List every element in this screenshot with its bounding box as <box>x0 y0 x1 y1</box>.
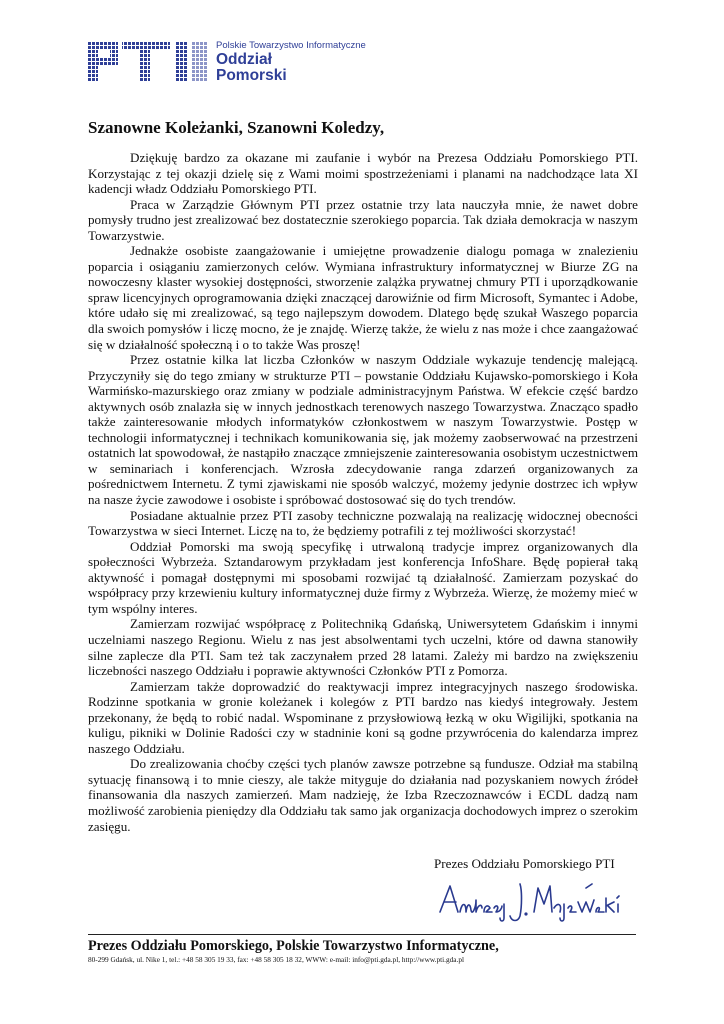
footer-divider <box>88 934 636 935</box>
letter-paragraph: Dziękuję bardzo za okazane mi zaufanie i wybór na Prezesa Oddziału Pomorskiego PTI. Korzystając z tej okazji dzielę się z Wami moimi spostrzeżeniami i planami na nadchodzące lata XI kadencji władz Oddziału Pomorskiego PTI. <box>88 150 638 197</box>
handwritten-signature <box>436 878 626 926</box>
letter-paragraph: Zamierzam także doprowadzić do reaktywacji imprez integracyjnych naszego środowiska. Rodzinne spotkania w gronie koleżanek i kolegów z PTI bardzo nas kiedyś integrowały. Jestem przekonany, że będą to robić nadal. Wspominane z przysłowiową łezką w oku Wigilijki, spotkania na kuligu, pikniki w Dolinie Radości czy w stadninie koni są godne przywrócenia do kalendarza imprez naszego Oddziału. <box>88 678 638 756</box>
branch-name-line2: Pomorski <box>216 67 287 84</box>
letter-paragraph: Praca w Zarządzie Głównym PTI przez ostatnie trzy lata nauczyła mnie, że nawet dobre pomysły trudno jest zrealizować bez dostatecznie szerokiego poparcia. Tak działa demokracja w naszym Towarzystwie. <box>88 196 638 243</box>
letter-paragraph: Przez ostatnie kilka lat liczba Członków w naszym Oddziale wykazuje tendencję malejącą. Przyczyniły się do tego zmiany w strukturze PTI – powstanie Oddziału Kujawsko-pomorskiego i Koła Warmińsko-mazurskiego oraz zmiany w podziale administracyjnym Państwa. W efekcie część bardzo aktywnych osób znalazła się w innych jednostkach terenowych naszego Towarzystwa. Znacząco spadło także zainteresowanie młodych informatyków członkostwem w naszym Towarzystwie. Postęp w technologii informatycznej i technikach komunikowania się, jak możemy zaobserwować na przestrzeni ostatnich lat spowodował, że nastąpiło znaczące zmniejszenie zainteresowania osobistym uczestnictwem w seminariach i konferencjach. Wzrosła zdecydowanie ranga zdarzeń organizowanych za pośrednictwem Internetu. Z tymi zjawiskami nie sposób walczyć, możemy jedynie dostrzec ich wpływ na nasze życie zawodowe i osobiste i spróbować dostosować się do tych trendów. <box>88 352 638 508</box>
letter-paragraph: Zamierzam rozwijać współpracę z Politechniką Gdańską, Uniwersytetem Gdańskim i innymi uczelniami naszego Regionu. Wielu z nas jest absolwentami tych uczelni, które od dawna stanowiły silne zaplecze dla PTI. Sam też tak zaczynałem przed 28 latami. Zależy mi bardzo na zwiększeniu liczebności naszego Oddziału i poprawie aktywności Członków PTI z Pomorza. <box>88 616 638 679</box>
signoff: Prezes Oddziału Pomorskiego PTI <box>434 856 615 871</box>
footer-contact: 80-299 Gdańsk, ul. Nike 1, tel.: +48 58 305 19 33, fax: +48 58 305 18 32, WWW: e-mail: info@pti.gda.pl, http://www.pti.gda.pl <box>88 955 465 964</box>
letter-paragraph: Posiadane aktualnie przez PTI zasoby techniczne pozwalają na realizację widocznej obecności Towarzystwa w sieci Internet. Liczę na to, że będziemy potrafili z tej możliwości skorzystać! <box>88 507 638 539</box>
pti-logo <box>88 40 388 90</box>
pti-logo-mark-icon <box>88 42 210 82</box>
letter-paragraph: Do zrealizowania choćby części tych planów zawsze potrzebne są fundusze. Odział ma stabilną sytuację finansową i to mnie cieszy, ale także mityguje do działania nad pozyskaniem nowych źródeł finansowania dla naszych zamierzeń. Mam nadzieję, że Izba Rzeczoznawców i ECDL dadzą nam możliwość zarobienia pieniędzy dla Oddziału tak samo jak organizacja dochodowych imprez o szerokim zasięgu. <box>88 756 638 834</box>
letter-greeting: Szanowne Koleżanki, Szanowni Koledzy, <box>88 118 385 137</box>
org-name: Polskie Towarzystwo Informatyczne <box>216 40 366 51</box>
footer-title: Prezes Oddziału Pomorskiego, Polskie Towarzystwo Informatyczne, <box>88 938 499 954</box>
letter-paragraph: Oddział Pomorski ma swoją specyfikę i utrwaloną tradycje imprez organizowanych dla społeczności Wybrzeża. Sztandarowym przykładam jest konferencja InfoShare. Będę popierał taką aktywność i pomagał dostępnymi mi sposobami rozwijać tą działalność. Zamierzam pozyskać do współpracy przy krzewieniu kultury informatycznej duże firmy z Wybrzeża. Wierzę, że możemy mieć w tym wspólny interes. <box>88 538 638 616</box>
letter-body <box>88 150 638 834</box>
logo-text <box>216 40 366 84</box>
branch-name-line1: Oddział <box>216 51 272 68</box>
letter-paragraph: Jednakże osobiste zaangażowanie i umiejętne prowadzenie dialogu pomaga w znalezieniu poparcia i osiąganiu zamierzonych celów. Wymiana infrastruktury informatycznej w Biurze ZG na nowoczesny klaster wysokiej dostępności, stworzenie zalążka prywatnej chmury PTI i uporządkowanie spraw licencyjnych oprogramowania dzięki znaczącej darowiźnie od firm Microsoft, Symantec i Adobe, które udało się mi zrealizować, są tego najlepszym dowodem. Dlatego będę szukał Waszego poparcia dla swoich pomysłów i liczę mocno, że je znajdę. Wierzę także, że wielu z nas może i chce zaangażować się w działalność społeczną i o to także Was proszę! <box>88 243 639 352</box>
